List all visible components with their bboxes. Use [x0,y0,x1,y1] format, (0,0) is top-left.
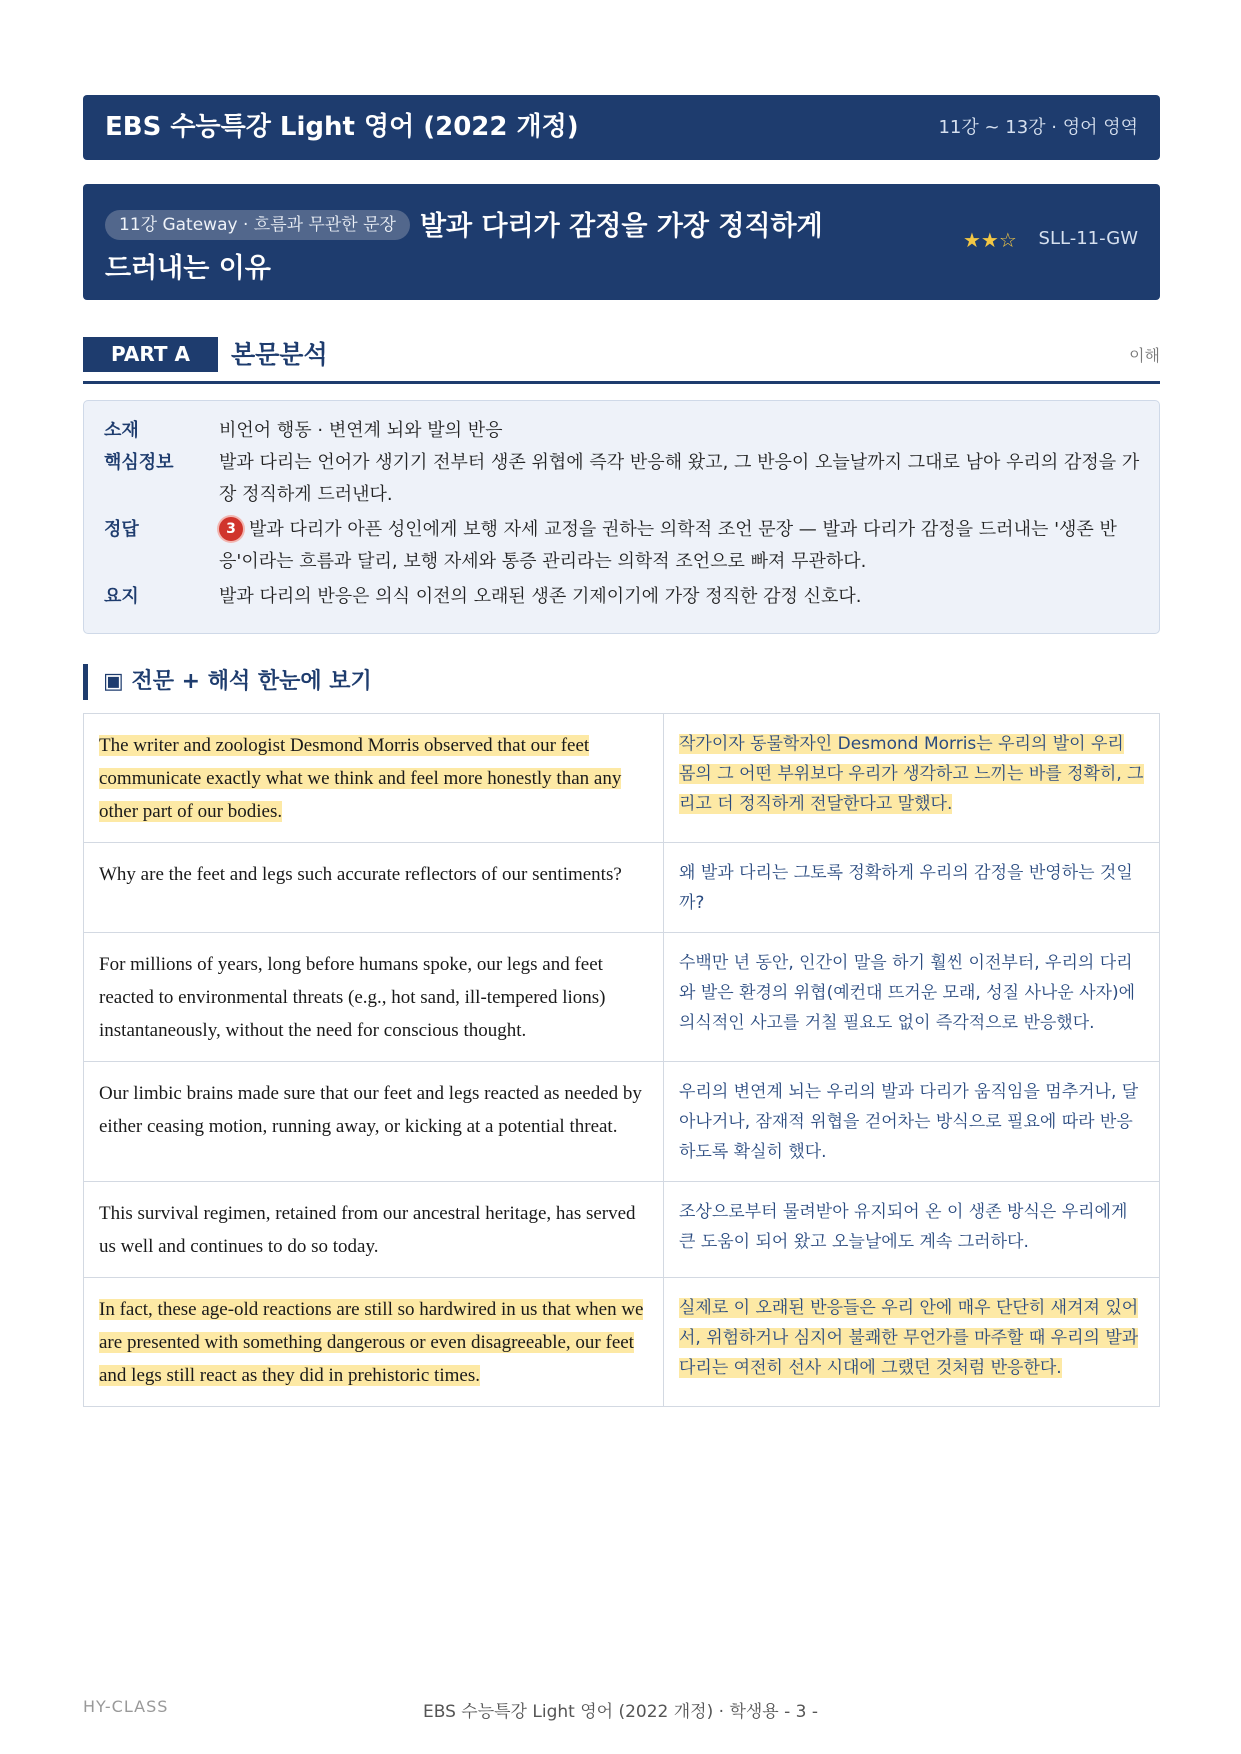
summary-key-row [104,447,1141,511]
gist-value: 발과 다리의 반응은 의식 이전의 오래된 생존 기제이기에 가장 정직한 감정 신호다. [219,586,862,607]
english-cell [84,1278,664,1407]
english-cell [84,714,664,843]
summary-box [83,400,1160,634]
korean-translation: 우리의 변연계 뇌는 우리의 발과 다리가 움직임을 멈추거나, 달아나거나, 잠재적 위협을 걷어차는 방식으로 필요에 따라 반응하도록 확실히 했다. [679,1082,1139,1162]
key-label: 핵심정보 [104,452,174,473]
table-row [84,1062,1160,1182]
english-sentence: For millions of years, long before humans spoke, our legs and feet reacted to environmental threats (e.g., hot sand, ill-tempered lions) instantaneously, without the need for conscious thought. [99,954,606,1041]
english-cell [84,1062,664,1182]
table-row [84,933,1160,1062]
korean-translation: 실제로 이 오래된 반응들은 우리 안에 매우 단단히 새겨져 있어서, 위험하거나 심지어 불쾌한 무언가를 마주할 때 우리의 발과 다리는 여전히 선사 시대에 그랬던 것처럼 반응한다. [679,1298,1139,1378]
lesson-banner [83,184,1160,300]
korean-cell [664,1182,1160,1278]
table-row [84,843,1160,933]
korean-translation: 작가이자 동물학자인 Desmond Morris는 우리의 발이 우리 몸의 그 어떤 부위보다 우리가 생각하고 느끼는 바를 정확히, 그리고 더 정직하게 전달한다고 말했다. [679,734,1144,814]
korean-translation: 조상으로부터 물려받아 유지되어 온 이 생존 방식은 우리에게 큰 도움이 되어 왔고 오늘날에도 계속 그러하다. [679,1202,1128,1252]
table-row [84,1182,1160,1278]
footer-brand: HY-CLASS [83,1697,169,1716]
korean-cell [664,714,1160,843]
footer-page: EBS 수능특강 Light 영어 (2022 개정) · 학생용 - 3 - [422,1702,819,1722]
english-sentence: Why are the feet and legs such accurate reflectors of our sentiments? [99,864,622,885]
summary-answer-row [104,514,1141,578]
english-sentence: The writer and zoologist Desmond Morris observed that our feet communicate exactly what we think and feel more honestly than any other part of our bodies. [99,735,622,822]
lesson-title-block [105,206,845,290]
korean-translation: 왜 발과 다리는 그토록 정확하게 우리의 감정을 반영하는 것일까? [679,863,1133,913]
answer-label: 정답 [104,519,139,540]
part-header [83,337,1160,384]
difficulty-stars: ★★☆ [963,228,1017,252]
table-row [84,1278,1160,1407]
key-value: 발과 다리는 언어가 생기기 전부터 생존 위협에 즉각 반응해 왔고, 그 반응이 오늘날까지 그대로 남아 우리의 감정을 가장 정직하게 드러낸다. [219,452,1140,505]
answer-value [219,514,1141,578]
topic-value: 비언어 행동 · 변연계 뇌와 발의 반응 [219,420,503,441]
english-sentence: In fact, these age-old reactions are still so hardwired in us that when we are presented with something dangerous or even disagreeable, our feet and legs still react as they did in prehistoric times. [99,1299,644,1386]
english-sentence: This survival regimen, retained from our ancestral heritage, has served us well and continues to do so today. [99,1203,636,1257]
korean-cell [664,1062,1160,1182]
lesson-title: 발과 다리가 감정을 가장 정직하게 드러내는 이유 [105,211,823,284]
topic-label: 소재 [104,420,139,441]
lesson-code: SLL-11-GW [1038,228,1138,249]
english-sentence: Our limbic brains made sure that our feet and legs reacted as needed by either ceasing motion, running away, or kicking at a potential threat. [99,1083,642,1137]
gist-label: 요지 [104,586,139,607]
table-row [84,714,1160,843]
english-cell [84,933,664,1062]
korean-cell [664,843,1160,933]
lesson-range: 11강 ~ 13강 · 영어 영역 [938,117,1138,138]
translation-table [83,713,1160,1407]
summary-gist-row [104,581,1141,613]
book-title: EBS 수능특강 Light 영어 (2022 개정) [105,112,579,142]
answer-text: 발과 다리가 아픈 성인에게 보행 자세 교정을 권하는 의학적 조언 문장 — 발과 다리가 감정을 드러내는 '생존 반응'이라는 흐름과 달리, 보행 자세와 통증 관리라는 의학적 조언으로 빠져 무관하다. [219,519,1117,572]
korean-cell [664,933,1160,1062]
summary-topic-row [104,415,1141,447]
lesson-tag: 11강 Gateway · 흐름과 무관한 문장 [105,210,410,240]
english-cell [84,1182,664,1278]
header-banner [83,95,1160,160]
part-label: PART A [83,337,218,372]
answer-number-badge: 3 [219,517,243,541]
part-title: 본문분석 [231,340,328,369]
section-heading: ▣ 전문 + 해석 한눈에 보기 [83,664,703,700]
korean-translation: 수백만 년 동안, 인간이 말을 하기 훨씬 이전부터, 우리의 다리와 발은 환경의 위협(예컨대 뜨거운 모래, 성질 사나운 사자)에 의식적인 사고를 거칠 필요도 없이 즉각적으로 반응했다. [679,953,1136,1033]
part-category: 이해 [1129,346,1160,365]
korean-cell [664,1278,1160,1407]
english-cell [84,843,664,933]
